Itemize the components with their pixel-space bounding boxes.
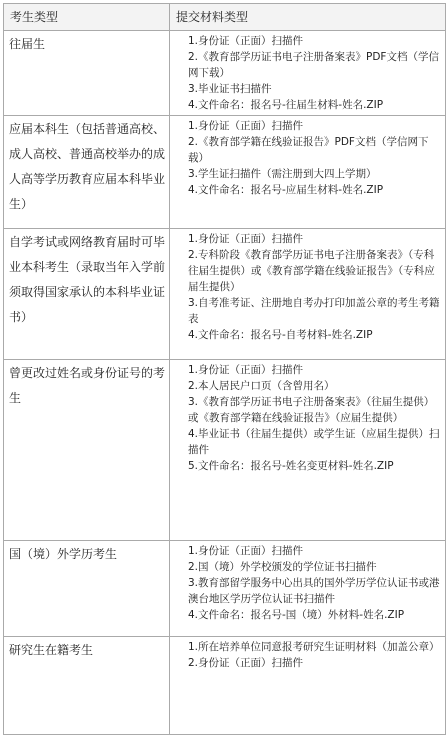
candidate-type-cell [4,360,170,541]
candidate-type: 往届生 [9,37,46,51]
candidate-type-cell [4,31,170,116]
material-item: 3.自考准考证、注册地自考办打印加盖公章的考生考籍表 [188,297,440,325]
material-item: 5.文件命名：报名号-姓名变更材料-姓名.ZIP [188,460,394,472]
material-item: 3.教育部留学服务中心出具的国外学历学位认证书或港澳台地区学历学位认证书扫描件 [188,577,440,605]
material-item: 1.身份证（正面）扫描件 [188,545,304,557]
materials-cell [170,360,446,541]
table-row [4,31,446,116]
materials-cell [170,116,446,229]
table-row [4,229,446,360]
candidate-type: 研究生在籍考生 [9,643,94,657]
material-item: 1.身份证（正面）扫描件 [188,35,304,47]
table-row [4,541,446,637]
header-cell-candidate-type [4,4,170,31]
candidate-type-cell [4,116,170,229]
material-item: 3.学生证扫描件（需注册到大四上学期） [188,168,377,180]
materials-cell [170,637,446,735]
candidate-type: 应届本科生（包括普通高校、成人高校、普通高校举办的成人高等学历教育应届本科毕业生） [9,122,166,211]
material-item: 4.文件命名：报名号-国（境）外材料-姓名.ZIP [188,609,405,621]
candidate-type: 自学考试或网络教育届时可毕业本科考生（录取当年入学前须取得国家承认的本科毕业证书） [9,235,166,324]
candidate-type-cell [4,229,170,360]
material-item: 2.专科阶段《教育部学历证书电子注册备案表》（专科往届生提供）或《教育部学籍在线验证报告》（专科应届生提供） [188,249,435,293]
material-item: 1.所在培养单位同意报考研究生证明材料（加盖公章） [188,641,440,653]
material-item: 4.文件命名：报名号-自考材料-姓名.ZIP [188,329,373,341]
materials-list [170,116,445,200]
header-label: 提交材料类型 [176,10,249,24]
materials-list [170,541,445,625]
materials-cell [170,31,446,116]
material-item: 2.国（境）外学校颁发的学位证书扫描件 [188,561,377,573]
material-item: 4.文件命名：报名号-往届生材料-姓名.ZIP [188,99,384,111]
materials-list [170,31,445,115]
table-header-row [4,4,446,31]
material-item: 4.文件命名：报名号-应届生材料-姓名.ZIP [188,184,384,196]
header-cell-material-type [170,4,446,31]
materials-list [170,229,445,345]
materials-list [170,637,445,673]
material-item: 1.身份证（正面）扫描件 [188,233,304,245]
materials-cell [170,541,446,637]
candidate-type-cell [4,541,170,637]
material-item: 3.毕业证书扫描件 [188,83,272,95]
material-item: 1.身份证（正面）扫描件 [188,120,304,132]
table-row [4,637,446,735]
material-item: 4.毕业证书（往届生提供）或学生证（应届生提供）扫描件 [188,428,440,456]
table-row [4,116,446,229]
material-item: 2.身份证（正面）扫描件 [188,657,304,669]
materials-cell [170,229,446,360]
material-item: 2.《教育部学籍在线验证报告》PDF文档（学信网下载） [188,136,429,164]
materials-list [170,360,445,476]
candidate-type: 国（境）外学历考生 [9,547,118,561]
header-label: 考生类型 [10,10,59,24]
candidate-type: 曾更改过姓名或身份证号的考生 [9,366,166,405]
material-item: 3.《教育部学历证书电子注册备案表》（往届生提供）或《教育部学籍在线验证报告》（应届生提供） [188,396,435,424]
materials-table [3,3,446,735]
table-row [4,360,446,541]
materials-table-page [3,3,445,736]
candidate-type-cell [4,637,170,735]
material-item: 2.本人居民户口页（含曾用名） [188,380,335,392]
material-item: 1.身份证（正面）扫描件 [188,364,304,376]
material-item: 2.《教育部学历证书电子注册备案表》PDF文档（学信网下载） [188,51,439,79]
